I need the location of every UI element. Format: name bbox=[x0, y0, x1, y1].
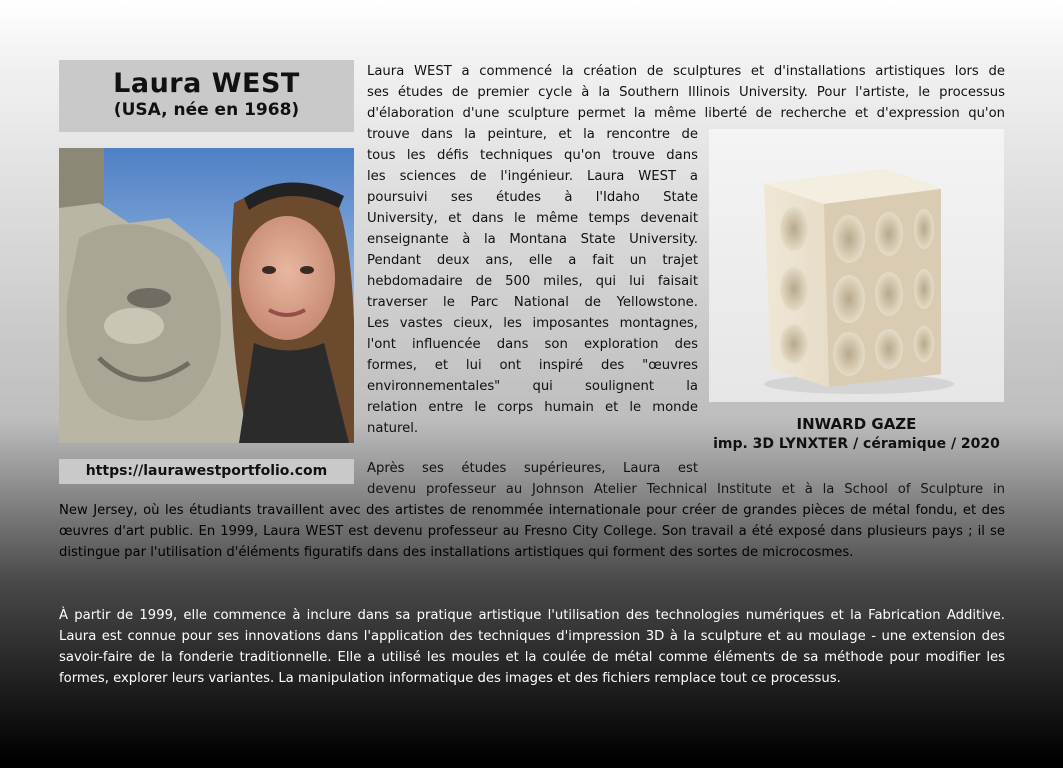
bio-para2-line-1: Après ses études supérieures, Laura est bbox=[367, 461, 698, 476]
artist-portrait-photo bbox=[59, 148, 354, 443]
bio-narrow-line: les sciences de l'ingénieur. Laura WEST a bbox=[367, 169, 698, 184]
bio-narrow-line: enseignante à la Montana State University. bbox=[367, 232, 698, 247]
ceramic-sculpture-illustration bbox=[709, 129, 1004, 402]
portrait-illustration bbox=[59, 148, 354, 443]
bio-paragraph-2 bbox=[59, 479, 1005, 563]
bio-line-1: Laura WEST a commencé la création de sculptures et d'installations artistiques lors de bbox=[367, 64, 1005, 79]
bio-para2-line-2: devenu professeur au Johnson Atelier Technical Institute et à la School of Sculpture in bbox=[367, 482, 1005, 497]
bio-narrow-line: hebdomadaire de 500 miles, qui lui faisait bbox=[367, 274, 698, 289]
bio-line-2: ses études de premier cycle à la Southern Illinois University. Pour l'artiste, le processus bbox=[367, 85, 1005, 100]
bio-narrow-line: traverser le Parc National de Yellowstone. bbox=[367, 295, 698, 310]
bio-narrow-line: Pendant deux ans, elle a fait un trajet bbox=[367, 253, 698, 268]
artwork-details: imp. 3D LYNXTER / céramique / 2020 bbox=[713, 436, 1000, 452]
artwork-title: INWARD GAZE bbox=[796, 415, 917, 433]
artist-header bbox=[59, 60, 354, 132]
bio-para2-rest: New Jersey, où les étudiants travaillent avec des artistes de renommée internationale pour créer de grandes pièces de métal fondu, et des œuvres d'art public. En 1999, Laura WEST est devenu professeur au Fresno City College. Son travail a été exposé dans plusieurs pays ; il se distingue par l'utilisation d'éléments figuratifs dans des installations artistiques qui forment des sortes de microcosmes. bbox=[59, 503, 1005, 560]
bio-narrow-line: formes, et lui ont inspiré des "œuvres bbox=[367, 358, 698, 373]
bio-narrow-line: l'ont influencée dans son exploration des bbox=[367, 337, 698, 352]
artwork-photo bbox=[709, 129, 1004, 402]
artist-subtitle: (USA, née en 1968) bbox=[113, 100, 300, 120]
bio-line-3: d'élaboration d'une sculpture permet la même liberté de recherche et d'expression qu'on bbox=[367, 106, 1005, 121]
bio-narrow-line: environnementales" qui soulignent la bbox=[367, 379, 698, 394]
bio-narrow-line: naturel. bbox=[367, 421, 419, 436]
bio-narrow-line: trouve dans la peinture, et la rencontre de bbox=[367, 127, 698, 142]
bio-para2-start bbox=[367, 458, 698, 479]
bio-narrow-line: University, et dans le même temps devenait bbox=[367, 211, 698, 226]
website-link[interactable]: https://laurawestportfolio.com bbox=[59, 459, 354, 484]
bio-narrow-line: tous les défis techniques qu'on trouve dans bbox=[367, 148, 698, 163]
artwork-caption bbox=[705, 414, 1008, 454]
bio-top-lines bbox=[367, 61, 1005, 124]
bio-narrow-column bbox=[367, 124, 698, 439]
bio-narrow-line: relation entre le corps humain et le monde bbox=[367, 400, 698, 415]
bio-narrow-line: Les vastes cieux, les imposantes montagnes, bbox=[367, 316, 698, 331]
bio-paragraph-3: À partir de 1999, elle commence à inclure dans sa pratique artistique l'utilisation des technologies numériques et la Fabrication Additive. Laura est connue pour ses innovations dans l'application des techniques d'impression 3D à la sculpture et au moulage - une extension des savoir-faire de la fonderie traditionnelle. Elle a utilisé les moules et la coulée de métal comme éléments de sa méthode pour modifier les formes, explorer leurs variantes. La manipulation informatique des images et des fichiers remplace tout ce processus. bbox=[59, 608, 1005, 686]
bio-narrow-line: poursuivi ses études à l'Idaho State bbox=[367, 190, 698, 205]
artist-name: Laura WEST bbox=[113, 68, 300, 99]
